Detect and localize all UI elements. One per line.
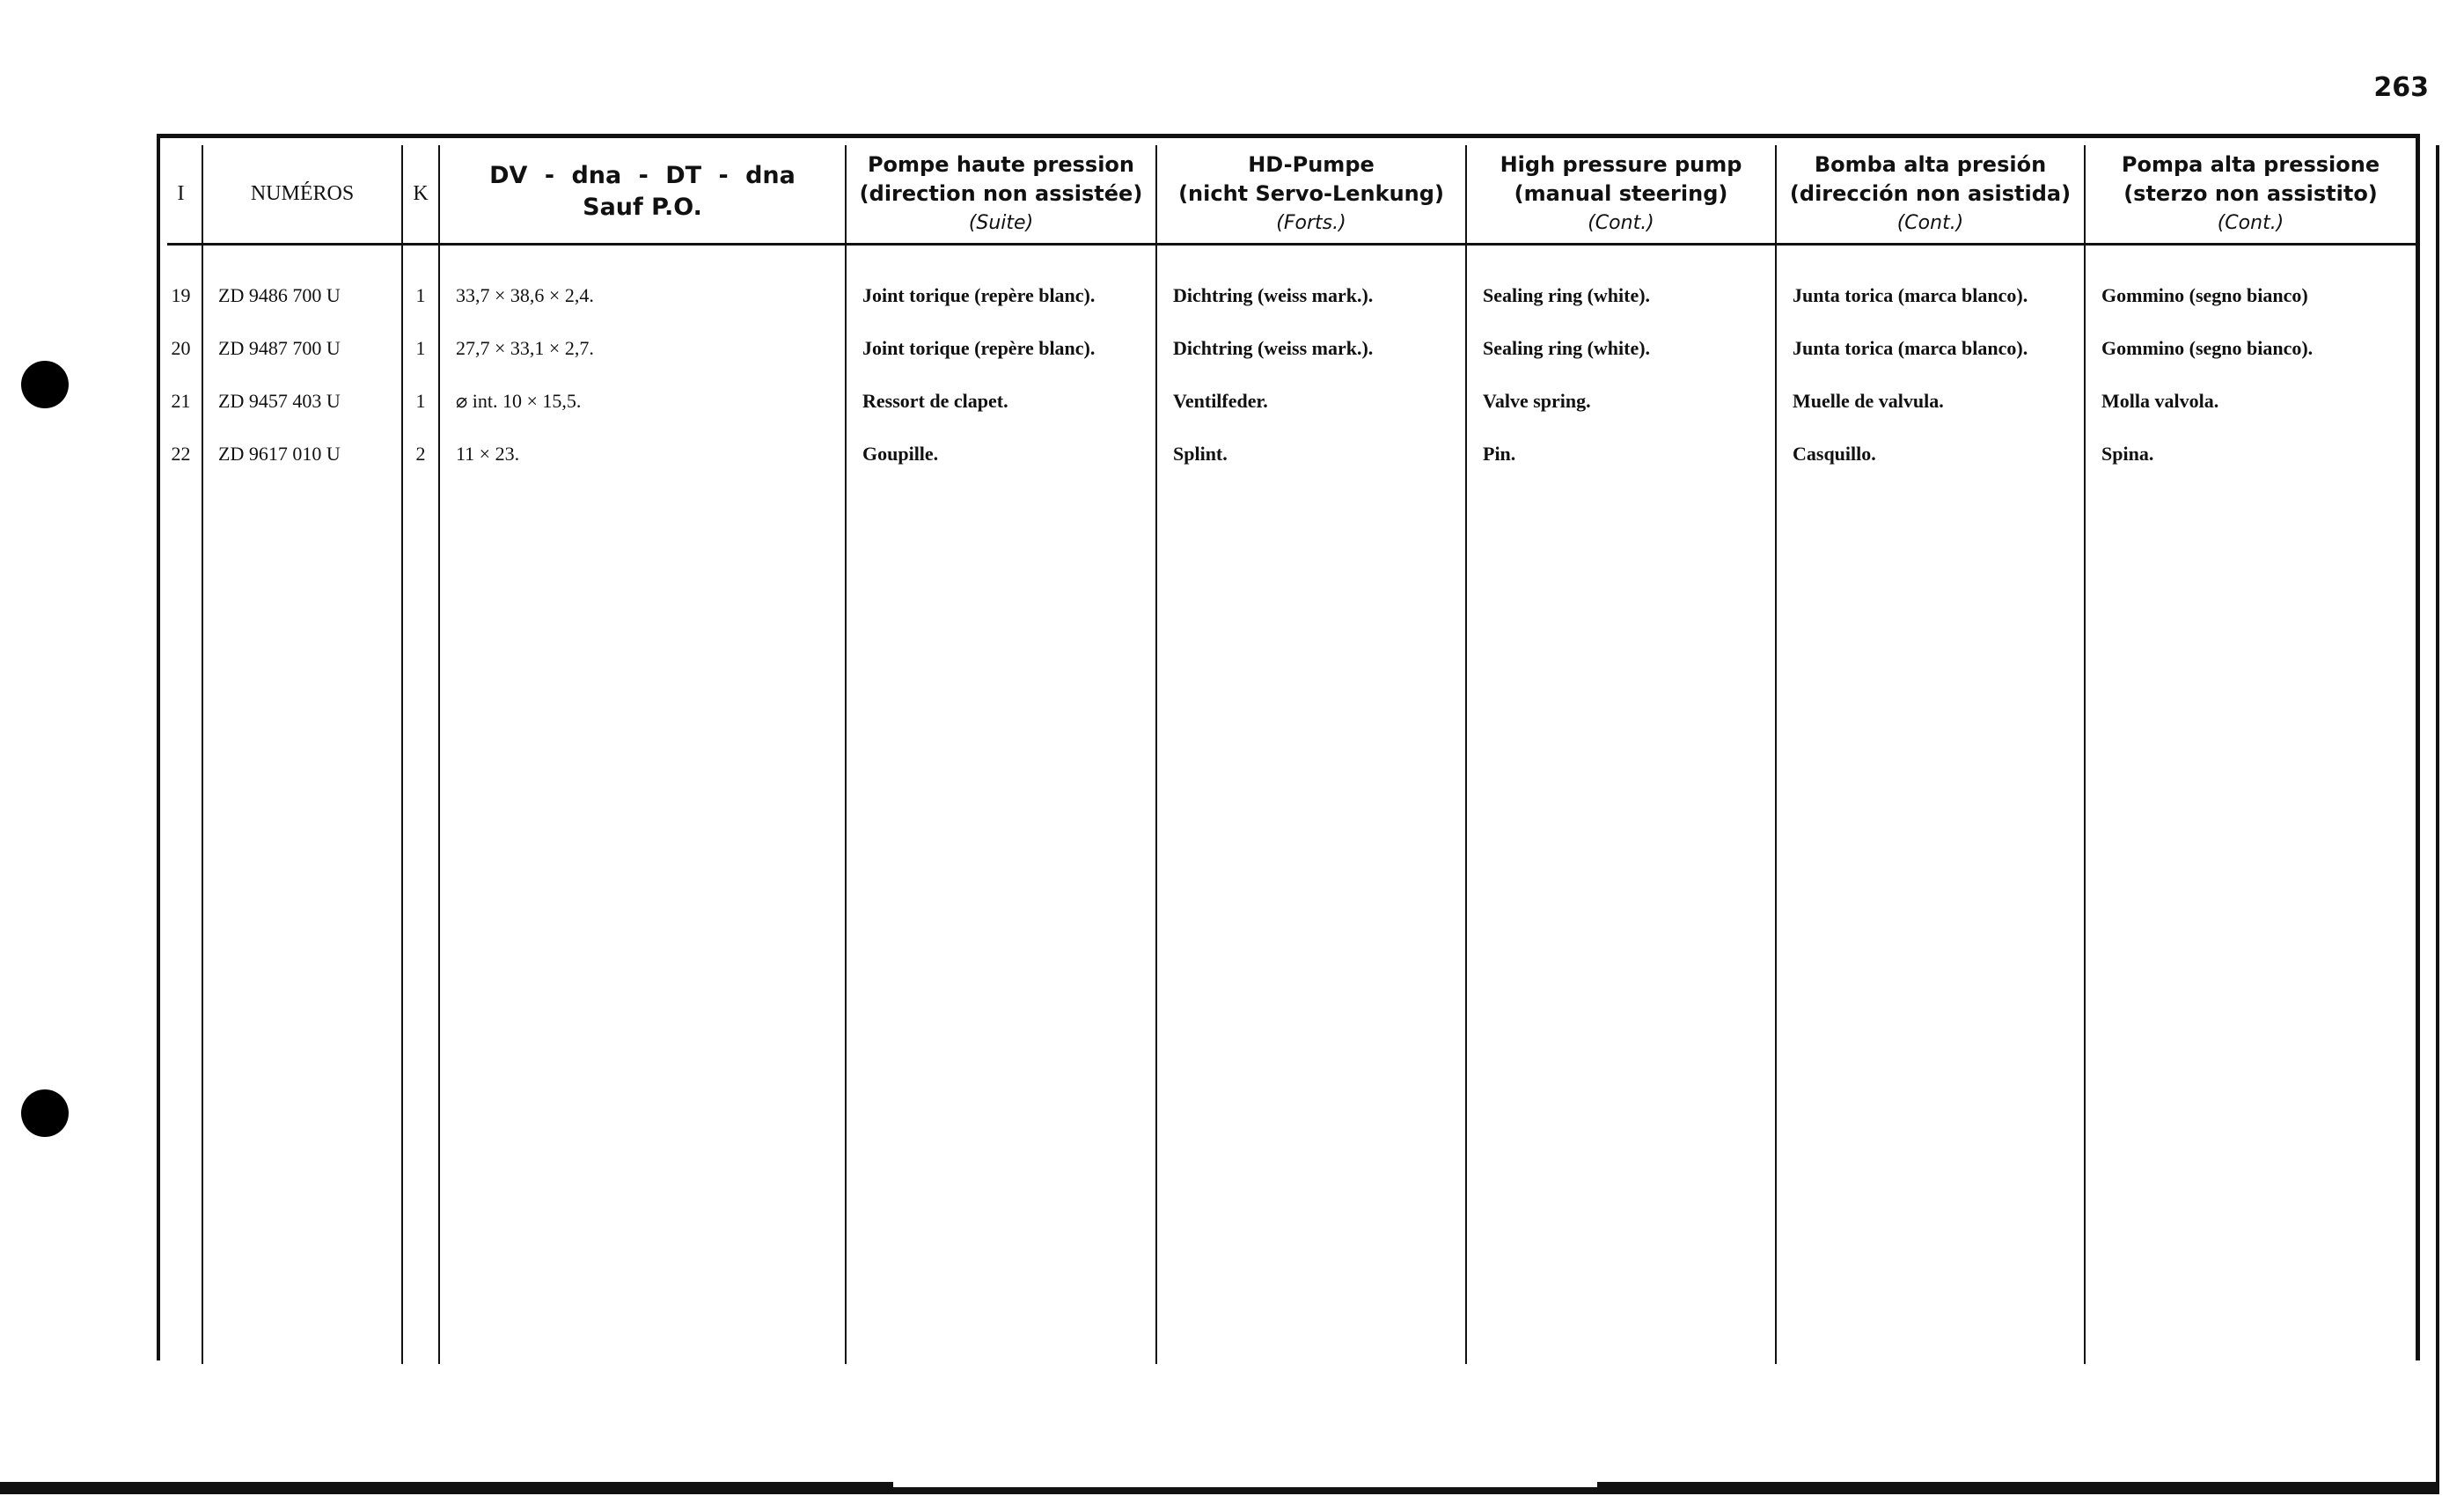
quantity: 1: [415, 390, 426, 412]
header-en: [1467, 145, 1775, 242]
page-edge-right-rule: [2436, 145, 2439, 1487]
row-index: 20: [171, 337, 191, 359]
column-divider: [1155, 145, 1157, 1364]
header-fr-line2: (direction non assistée): [859, 180, 1143, 206]
column-divider: [438, 145, 440, 1364]
description-es: Muelle de valvula.: [1793, 390, 1944, 412]
header-fr-line1: Pompe haute pression: [867, 151, 1135, 177]
description-it: Spina.: [2101, 443, 2154, 465]
frame-left-rule: [157, 134, 160, 1360]
dimensions: 27,7 × 33,1 × 2,7.: [456, 337, 594, 359]
quantity: 2: [415, 443, 426, 465]
header-es: [1777, 145, 2084, 242]
header-de-line1: HD-Pumpe: [1248, 151, 1375, 177]
description-de: Ventilfeder.: [1173, 390, 1268, 412]
part-number: ZD 9486 700 U: [218, 284, 341, 306]
frame-right-rule: [2416, 134, 2420, 1360]
description-es: Casquillo.: [1793, 443, 1876, 465]
header-en-line2: (manual steering): [1514, 180, 1728, 206]
page-edge-bottom-gap: [893, 1482, 1597, 1487]
header-de-line3: (Forts.): [1276, 211, 1346, 234]
description-it: Gommino (segno bianco): [2101, 284, 2308, 306]
header-dv-line1: DV - dna - DT - dna: [489, 162, 796, 189]
header-it-line1: Pompa alta pressione: [2121, 151, 2380, 177]
header-it-line3: (Cont.): [2217, 211, 2284, 234]
punch-hole-top: [21, 361, 69, 408]
header-es-line3: (Cont.): [1896, 211, 1964, 234]
description-it: Gommino (segno bianco).: [2101, 337, 2314, 359]
header-it-line2: (sterzo non assistito): [2123, 180, 2378, 206]
row-index: 21: [171, 390, 191, 412]
header-de: [1157, 145, 1465, 242]
part-number: ZD 9617 010 U: [218, 443, 341, 465]
description-en: Valve spring.: [1483, 390, 1591, 412]
description-it: Molla valvola.: [2101, 390, 2219, 412]
dimensions: 33,7 × 38,6 × 2,4.: [456, 284, 594, 306]
part-number: ZD 9487 700 U: [218, 337, 341, 359]
header-separator-rule: [167, 243, 2416, 246]
column-divider: [1465, 145, 1467, 1364]
header-de-line2: (nicht Servo-Lenkung): [1178, 180, 1444, 206]
description-de: Dichtring (weiss mark.).: [1173, 284, 1374, 306]
frame-top-rule: [158, 134, 2418, 138]
description-fr: Joint torique (repère blanc).: [862, 284, 1096, 306]
row-index: 19: [171, 284, 191, 306]
header-index: [160, 145, 202, 242]
description-es: Junta torica (marca blanco).: [1793, 337, 2028, 359]
header-fr: [847, 145, 1155, 242]
column-divider: [2084, 145, 2086, 1364]
row-index: 22: [171, 443, 191, 465]
description-es: Junta torica (marca blanco).: [1793, 284, 2028, 306]
header-es-line1: Bomba alta presión: [1814, 151, 2047, 177]
part-number: ZD 9457 403 U: [218, 390, 341, 412]
header-en-line3: (Cont.): [1588, 211, 1654, 234]
column-divider: [401, 145, 403, 1364]
description-fr: Goupille.: [862, 443, 939, 465]
header-dv: [440, 148, 845, 236]
description-en: Sealing ring (white).: [1483, 284, 1651, 306]
description-en: Pin.: [1483, 443, 1516, 465]
header-dv-line2: Sauf P.O.: [583, 194, 702, 221]
header-it: [2086, 145, 2416, 242]
header-numeros-label: NUMÉROS: [250, 181, 355, 205]
header-es-line2: (dirección non asistida): [1789, 180, 2072, 206]
page-number: 263: [2373, 72, 2429, 103]
column-divider: [202, 145, 203, 1364]
header-k: [403, 145, 438, 242]
description-de: Splint.: [1173, 443, 1228, 465]
description-fr: Joint torique (repère blanc).: [862, 337, 1096, 359]
header-k-label: K: [413, 181, 429, 205]
header-numeros: [203, 145, 401, 242]
header-en-line1: High pressure pump: [1500, 151, 1742, 177]
quantity: 1: [415, 284, 426, 306]
punch-hole-bottom: [21, 1089, 69, 1137]
column-divider: [1775, 145, 1777, 1364]
description-de: Dichtring (weiss mark.).: [1173, 337, 1374, 359]
quantity: 1: [415, 337, 426, 359]
description-en: Sealing ring (white).: [1483, 337, 1651, 359]
dimensions: ⌀ int. 10 × 15,5.: [456, 390, 582, 412]
header-fr-line3: (Suite): [968, 211, 1034, 234]
dimensions: 11 × 23.: [456, 443, 520, 465]
description-fr: Ressort de clapet.: [862, 390, 1008, 412]
column-divider: [845, 145, 847, 1364]
header-index-label: I: [177, 181, 185, 205]
